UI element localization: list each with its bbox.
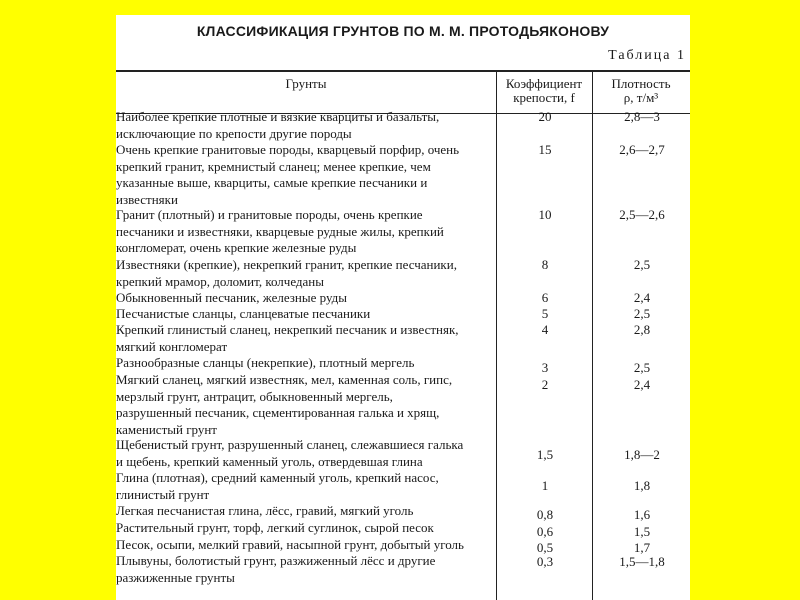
coefficient-cell: 3: [541, 360, 549, 375]
soil-cell: [116, 537, 496, 554]
density-cell: 1,6: [633, 507, 651, 522]
soil-cell: [116, 109, 496, 142]
soil-line: Песчанистые сланцы, сланцеватые песчаники: [116, 306, 371, 321]
soil-cell: [116, 470, 496, 503]
document-page: [116, 15, 690, 600]
soil-line: каменистый грунт: [116, 421, 217, 437]
coefficient-cell: 15: [538, 142, 552, 157]
density-cell: 1,5: [633, 524, 651, 539]
density-cell: 1,8—2: [624, 447, 660, 462]
density-cell: 2,5: [633, 257, 651, 272]
soil-line: исключающие по крепости другие породы: [116, 125, 352, 141]
soil-line: Растительный грунт, торф, легкий суглинок, сырой песок: [116, 520, 434, 535]
header-soil-label: Грунты: [285, 76, 327, 91]
density-cell: 2,5: [633, 306, 651, 321]
soil-line: разжиженные грунты: [116, 569, 235, 585]
soil-line: Плывуны, болотистый грунт, разжиженный лёсс и другие: [116, 553, 436, 568]
coefficient-cell: 1,5: [536, 447, 554, 462]
density-cell: 2,4: [633, 290, 651, 305]
table-label: Таблица 1: [608, 48, 686, 63]
coefficient-cell: 4: [541, 322, 549, 337]
coefficient-cell: 1: [541, 478, 549, 493]
soil-cell: [116, 437, 496, 470]
soil-line: Крепкий глинистый сланец, некрепкий песчаник и известняк,: [116, 322, 459, 337]
soil-line: Очень крепкие гранитовые породы, кварцевый порфир, очень: [116, 142, 460, 157]
soil-line: мягкий конгломерат: [116, 338, 228, 354]
coefficient-cell: 2: [541, 377, 549, 392]
soil-line: Песок, осыпи, мелкий гравий, насыпной грунт, добытый уголь: [116, 537, 464, 552]
coefficient-cell: 6: [541, 290, 549, 305]
soil-cell: [116, 290, 496, 307]
coefficient-cell: 20: [538, 109, 552, 124]
soil-cell: [116, 207, 496, 257]
density-cell: 1,5—1,8: [619, 554, 665, 569]
soil-cell: [116, 322, 496, 355]
header-density-line2: ρ, т/м³: [623, 90, 659, 105]
soil-line: Разнообразные сланцы (некрепкие), плотный мергель: [116, 355, 415, 370]
soil-line: Глина (плотная), средний каменный уголь, крепкий насос,: [116, 470, 439, 485]
coefficient-cell: 0,8: [536, 507, 554, 522]
header-coefficient: [496, 77, 592, 105]
soil-line: глинистый грунт: [116, 486, 210, 502]
soil-line: Легкая песчанистая глина, лёсс, гравий, мягкий уголь: [116, 503, 414, 518]
soil-line: Гранит (плотный) и гранитовые породы, очень крепкие: [116, 207, 423, 222]
soil-line: Мягкий сланец, мягкий известняк, мел, каменная соль, гипс,: [116, 372, 453, 387]
soil-line: крепкий гранит, кремнистый сланец; менее крепкие, чем: [116, 158, 431, 174]
coefficient-cell: 0,5: [536, 540, 554, 555]
soil-cell: [116, 372, 496, 438]
soil-line: конгломерат, очень крепкие железные руды: [116, 240, 357, 255]
header-coefficient-line2: крепости, f: [513, 90, 575, 105]
density-cell: 2,8: [633, 322, 651, 337]
soil-cell: [116, 503, 496, 520]
soil-line: Щебенистый грунт, разрушенный сланец, слежавшиеся галька: [116, 437, 464, 452]
header-density-line1: Плотность: [611, 76, 671, 91]
soil-cell: [116, 553, 496, 586]
density-cell: 2,5—2,6: [619, 207, 665, 222]
soil-line: крепкий мрамор, доломит, колчеданы: [116, 273, 324, 289]
table-top-rule: [116, 70, 690, 72]
soil-line: Известняки (крепкие), некрепкий гранит, крепкие песчаники,: [116, 257, 457, 272]
coefficient-cell: 8: [541, 257, 549, 272]
column-divider-1: [496, 70, 497, 600]
header-density: [592, 77, 690, 105]
soil-cell: [116, 306, 496, 323]
document-title: КЛАССИФИКАЦИЯ ГРУНТОВ ПО М. М. ПРОТОДЬЯКОНОВУ: [196, 23, 610, 39]
coefficient-cell: 0,6: [536, 524, 554, 539]
header-coefficient-line1: Коэффициент: [505, 76, 583, 91]
soil-cell: [116, 355, 496, 372]
coefficient-cell: 10: [538, 207, 552, 222]
density-cell: 1,8: [633, 478, 651, 493]
soil-line: мерзлый грунт, антрацит, обыкновенный мергель,: [116, 388, 393, 404]
density-cell: 2,8—3: [624, 109, 660, 124]
density-cell: 2,4: [633, 377, 651, 392]
soil-line: Обыкновенный песчаник, железные руды: [116, 290, 347, 305]
soil-cell: [116, 520, 496, 537]
soil-line: известняки: [116, 191, 178, 207]
column-divider-2: [592, 70, 593, 600]
soil-cell: [116, 257, 496, 290]
density-cell: 1,7: [633, 540, 651, 555]
soil-cell: [116, 142, 496, 208]
soil-line: разрушенный песчаник, сцементированная галька и хрящ,: [116, 405, 440, 420]
density-cell: 2,6—2,7: [619, 142, 665, 157]
soil-line: указанные выше, кварциты, самые крепкие песчаники и: [116, 175, 428, 190]
coefficient-cell: 5: [541, 306, 549, 321]
soil-line: и щебень, крепкий каменный уголь, отвердевшая глина: [116, 453, 423, 469]
soil-line: песчаники и известняки, кварцевые рудные жилы, крепкий: [116, 223, 444, 239]
header-soil: [116, 77, 496, 91]
soil-line: Наиболее крепкие плотные и вязкие кварциты и базальты,: [116, 109, 440, 124]
coefficient-cell: 0,3: [536, 554, 554, 569]
density-cell: 2,5: [633, 360, 651, 375]
